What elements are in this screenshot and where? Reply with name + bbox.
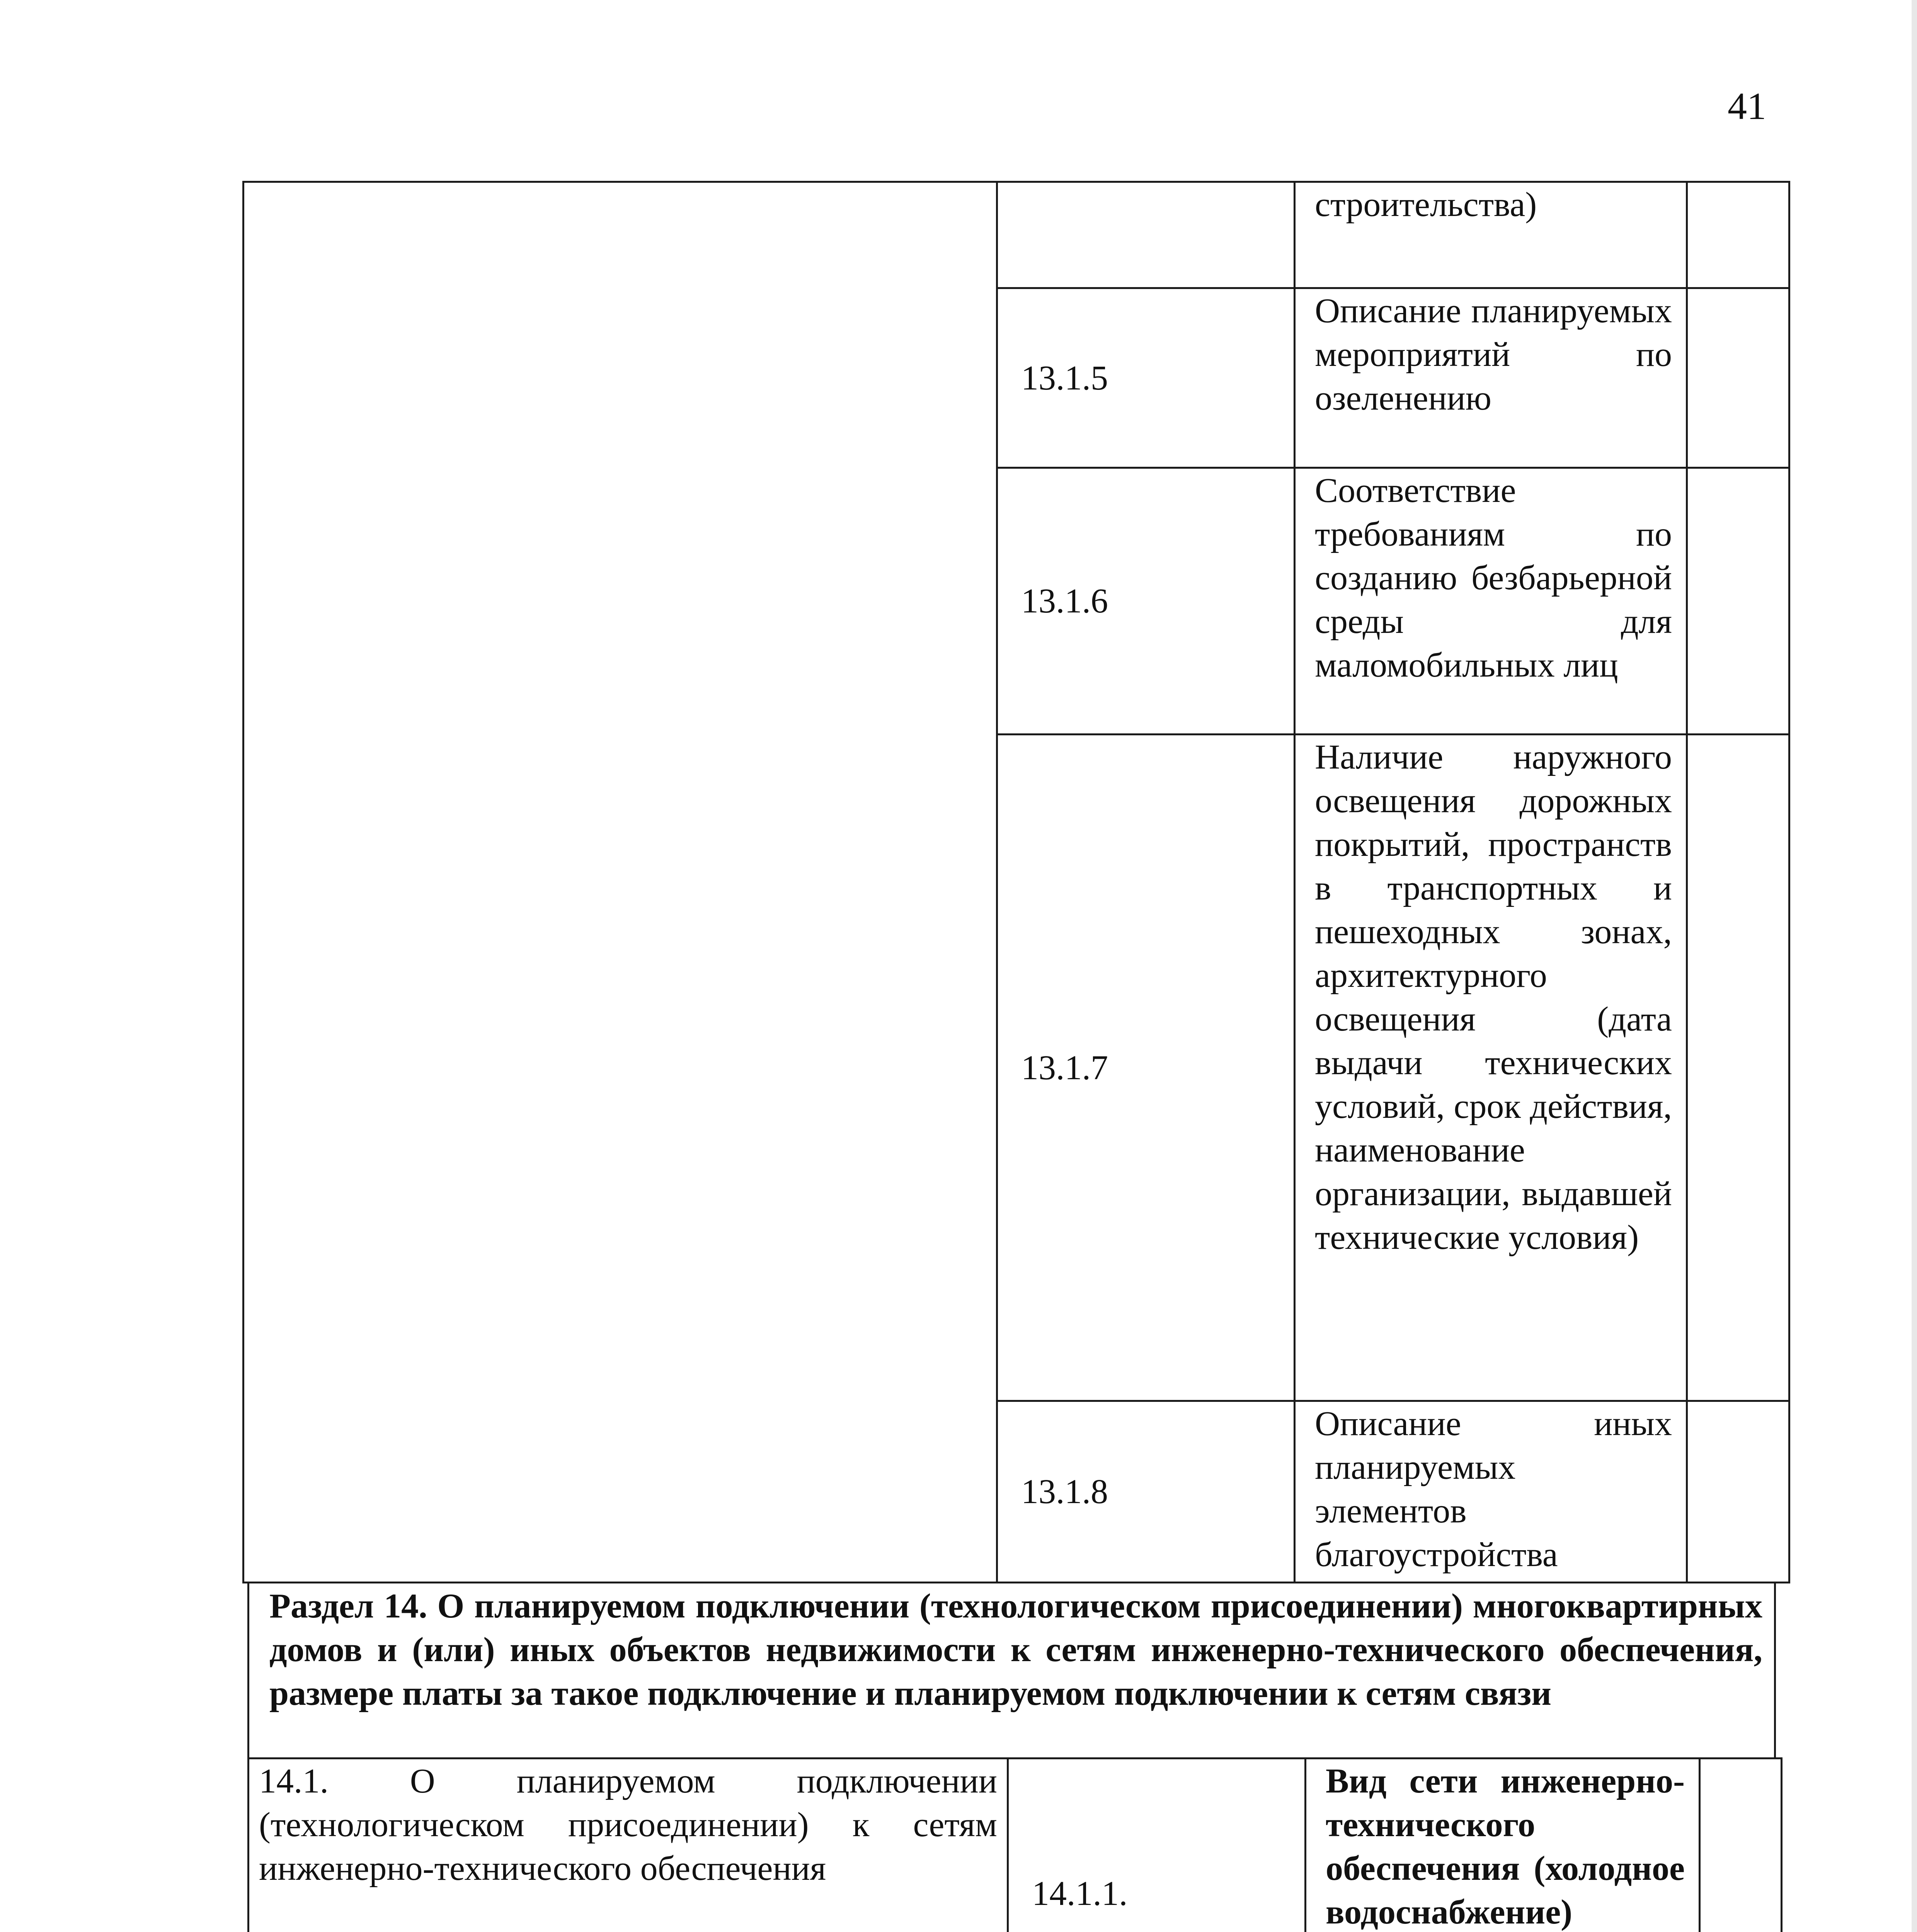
item-number-cell: 13.1.8 — [997, 1401, 1295, 1583]
item-description-cell: Вид сети инженерно-технического обеспечения (холодное водоснабжение) — [1306, 1759, 1700, 1932]
section-14-heading: Раздел 14. О планируемом подключении (технологическом присоединении) многоквартирных домов и (или) иных объектов недвижимости к сетям инженерно-технического обеспечения, размере платы за такое подключение и планируемом подключении к сетям связи — [249, 1583, 1775, 1759]
item-description-cell: строительства) — [1295, 182, 1687, 288]
item-number-cell: 14.1.1. — [1008, 1759, 1306, 1932]
table-row — [249, 1759, 1782, 1932]
item-description-cell: Наличие наружного освещения дорожных покрытий, пространств в транспортных и пешеходных зонах, архитектурного освещения (дата выдачи технических условий, срок действия, наименование организации, выдавшей технические условия) — [1295, 735, 1687, 1401]
item-number-cell — [997, 182, 1295, 288]
item-number-cell: 13.1.5 — [997, 288, 1295, 468]
item-number-cell: 13.1.7 — [997, 735, 1295, 1401]
section-13-table — [242, 181, 1790, 1583]
section-13-left-cell — [243, 182, 997, 1583]
value-cell — [1687, 468, 1789, 735]
value-cell — [1687, 1401, 1789, 1583]
table-row — [243, 182, 1789, 288]
item-description-cell: Описание иных планируемых элементов благоустройства — [1295, 1401, 1687, 1583]
page-number: 41 — [1728, 85, 1766, 128]
value-cell — [1687, 288, 1789, 468]
section-14-heading-table — [247, 1582, 1776, 1759]
section-14-1-table — [247, 1757, 1783, 1932]
subsection-14-1-cell: 14.1. О планируемом подключении (технологическом присоединении) к сетям инженерно-технического обеспечения — [249, 1759, 1008, 1932]
item-description-cell: Соответствие требованиям по созданию безбарьерной среды для маломобильных лиц — [1295, 468, 1687, 735]
value-cell — [1687, 735, 1789, 1401]
item-description-cell: Описание планируемых мероприятий по озеленению — [1295, 288, 1687, 468]
value-cell — [1687, 182, 1789, 288]
scan-edge — [1912, 0, 1917, 1932]
item-number-cell: 13.1.6 — [997, 468, 1295, 735]
value-cell — [1700, 1759, 1782, 1932]
